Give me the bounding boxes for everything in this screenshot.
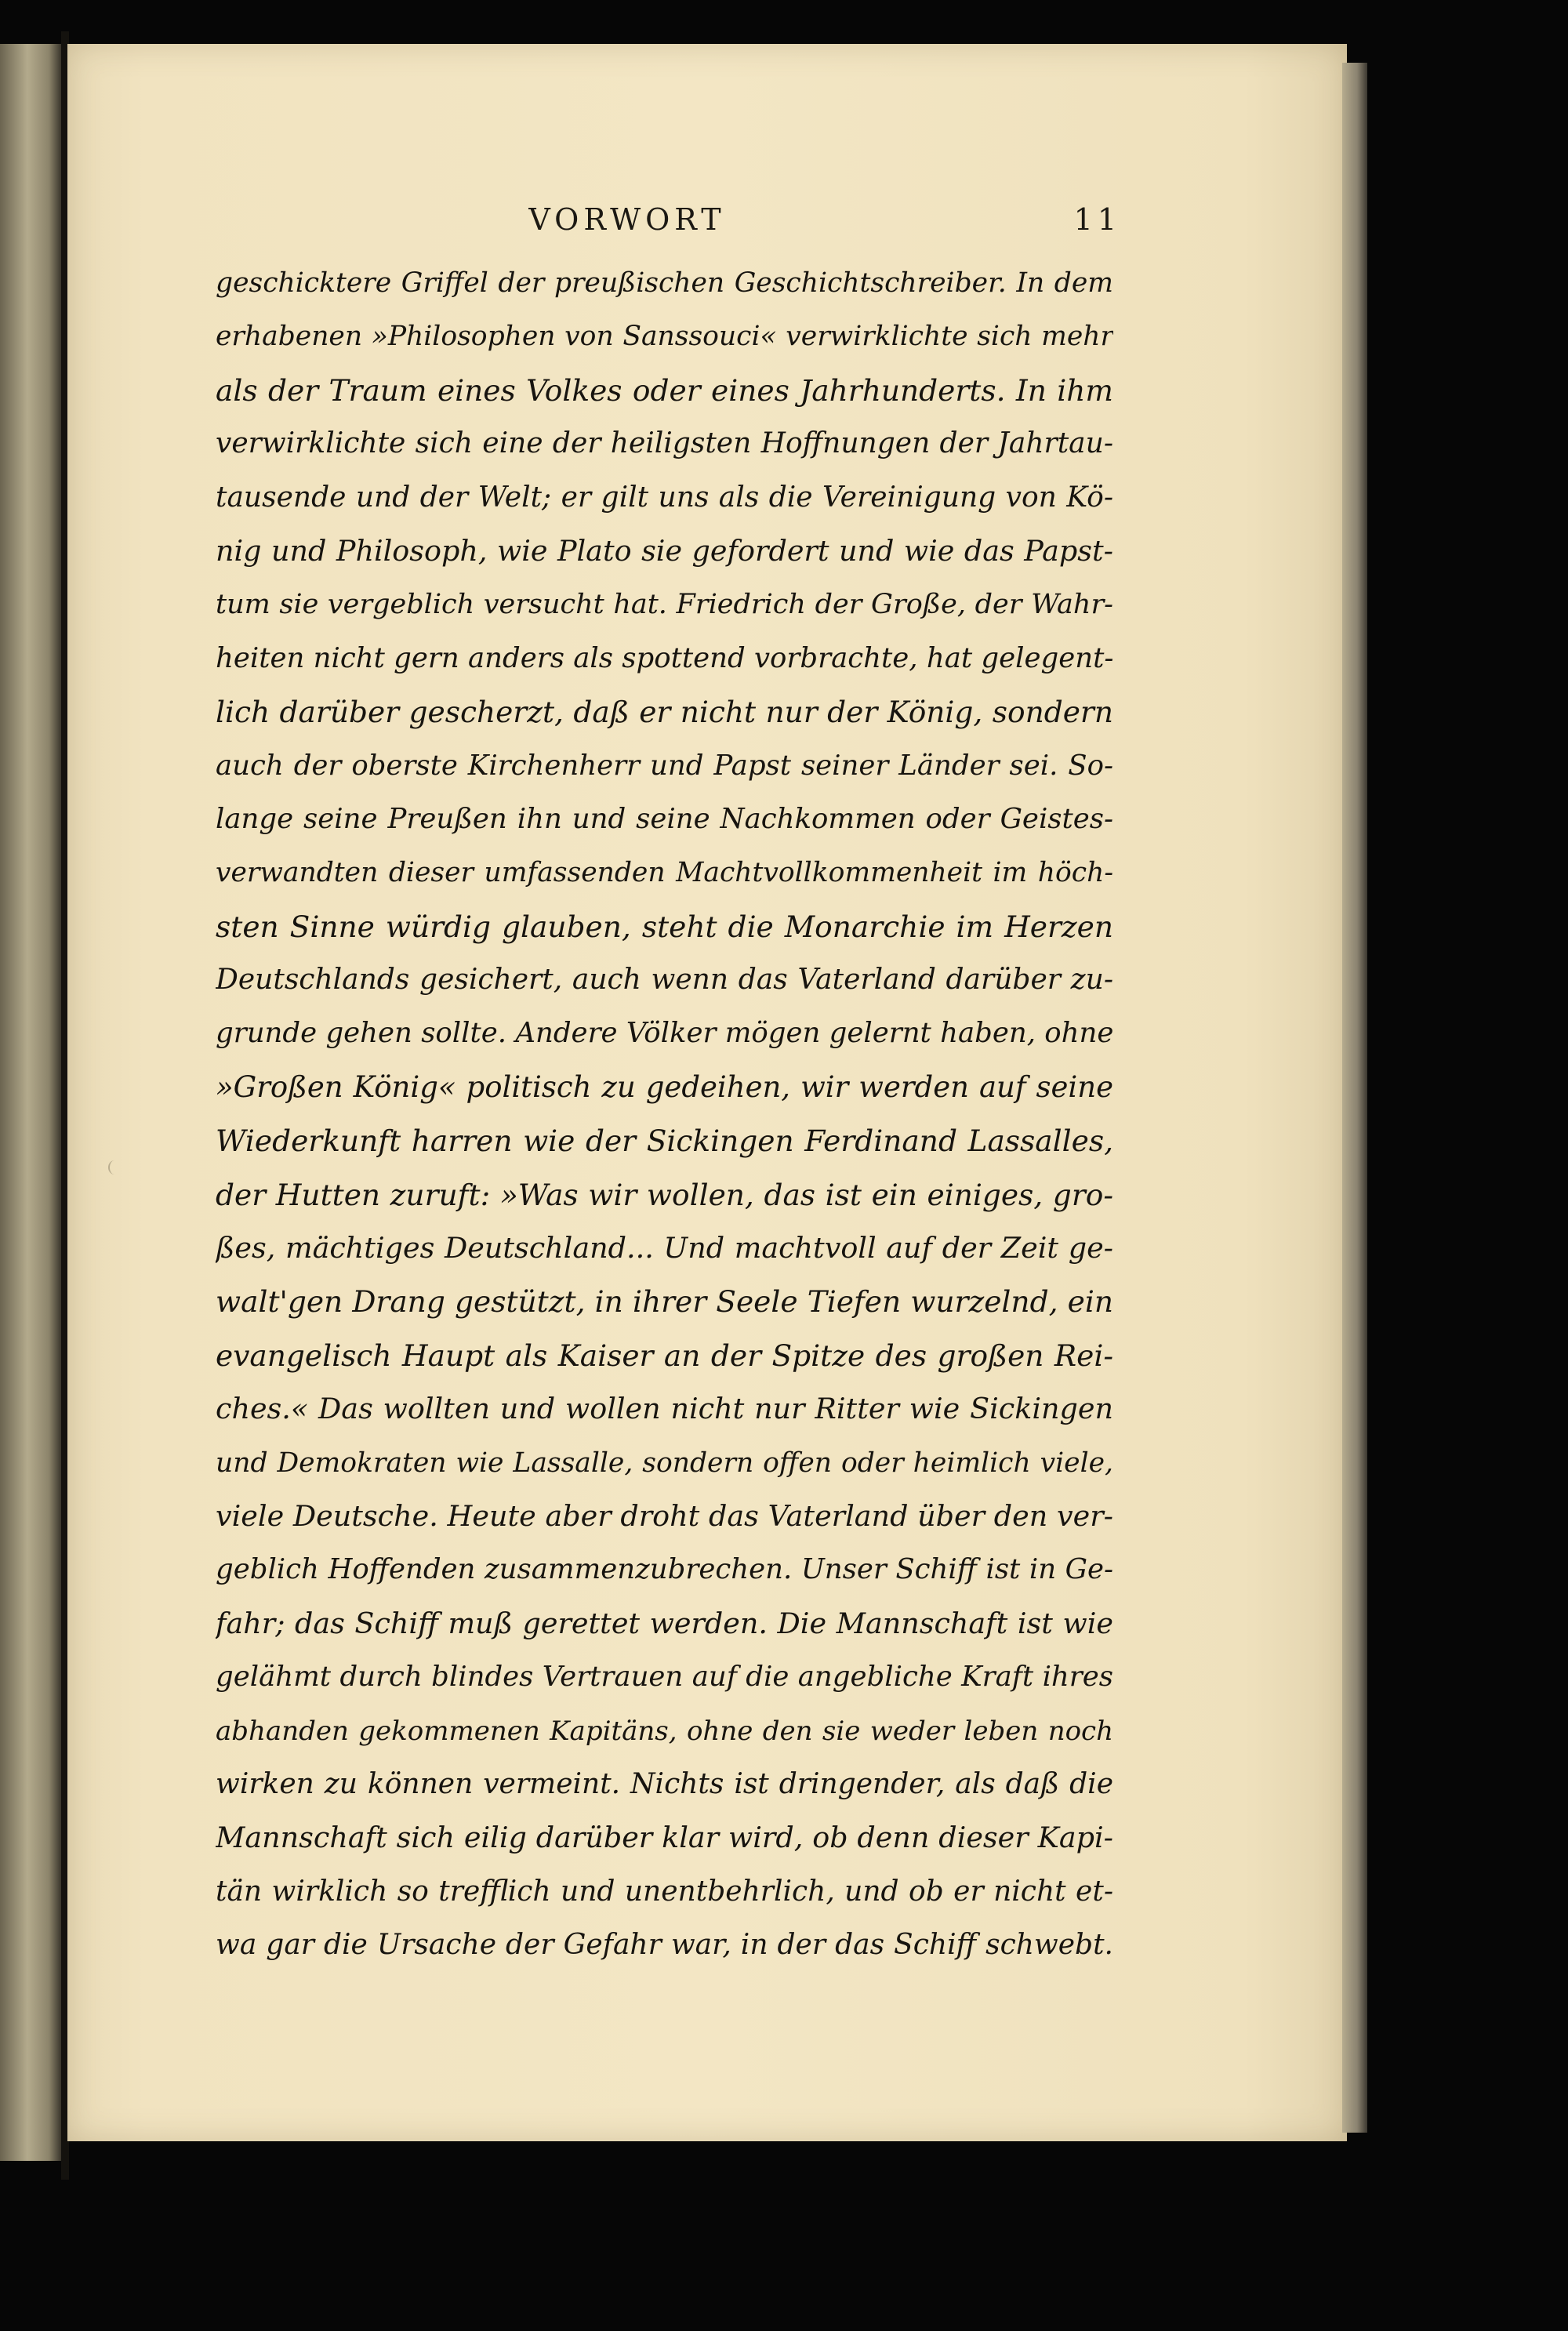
text-line: auch der oberste Kirchenherr und Papst seiner Länder sei. So-: [216, 749, 1113, 782]
text-line: heiten nicht gern anders als spottend vorbrachte, hat gelegent-: [216, 641, 1113, 674]
text-line: geschicktere Griffel der preußischen Geschichtschreiber. In dem: [216, 267, 1113, 299]
text-line: lich darüber gescherzt, daß er nicht nur der König, sondern: [216, 695, 1113, 730]
text-line: »Großen König« politisch zu gedeihen, wir werden auf seine: [216, 1069, 1113, 1104]
text-line: sten Sinne würdig glauben, steht die Monarchie im Herzen: [216, 909, 1113, 944]
body-text: [216, 256, 1113, 1973]
paper-mark: [108, 1160, 121, 1175]
text-line: tausende und der Welt; er gilt uns als die Vereinigung von Kö-: [216, 481, 1113, 514]
facing-page-edge: [0, 44, 61, 2161]
text-line: fahr; das Schiff muß gerettet werden. Die Mannschaft ist wie: [216, 1606, 1113, 1640]
text-line: gelähmt durch blindes Vertrauen auf die angebliche Kraft ihres: [216, 1661, 1113, 1694]
text-line: verwirklichte sich eine der heiligsten Hoffnungen der Jahrtau-: [216, 427, 1113, 460]
text-line: wa gar die Ursache der Gefahr war, in der das Schiff schwebt.: [216, 1929, 1113, 1962]
page-fore-edge: [1342, 63, 1367, 2133]
text-line: abhanden gekommenen Kapitäns, ohne den sie weder leben noch: [216, 1715, 1113, 1747]
text-line: Wiederkunft harren wie der Sickingen Ferdinand Lassalles,: [216, 1124, 1113, 1159]
text-line: walt'gen Drang gestützt, in ihrer Seele Tiefen wurzelnd, ein: [216, 1284, 1113, 1320]
text-line: der Hutten zuruft: »Was wir wollen, das ist ein einiges, gro-: [216, 1177, 1113, 1212]
text-line: wirken zu können vermeint. Nichts ist dringender, als daß die: [216, 1767, 1113, 1800]
text-line: geblich Hoffenden zusammenzubrechen. Unser Schiff ist in Ge-: [216, 1553, 1113, 1586]
text-line: und Demokraten wie Lassalle, sondern offen oder heimlich viele,: [216, 1447, 1113, 1479]
text-line: verwandten dieser umfassenden Machtvollkommenheit im höch-: [216, 857, 1113, 889]
text-line: als der Traum eines Volkes oder eines Jahrhunderts. In ihm: [216, 372, 1113, 408]
running-head-title: VORWORT: [528, 202, 726, 237]
text-line: ches.« Das wollten und wollen nicht nur Ritter wie Sickingen: [216, 1392, 1113, 1426]
page-number: 11: [1073, 202, 1121, 237]
text-line: ßes, mächtiges Deutschland... Und machtvoll auf der Zeit ge-: [216, 1231, 1113, 1265]
text-line: erhabenen »Philosophen von Sanssouci« verwirklichte sich mehr: [216, 321, 1113, 353]
running-head: [133, 202, 1121, 249]
text-line: nig und Philosoph, wie Plato sie gefordert und wie das Papst-: [216, 533, 1113, 568]
text-line: evangelisch Haupt als Kaiser an der Spitze des großen Rei-: [216, 1338, 1113, 1373]
text-line: lange seine Preußen ihn und seine Nachkommen oder Geistes-: [216, 802, 1113, 835]
text-line: viele Deutsche. Heute aber droht das Vaterland über den ver-: [216, 1498, 1113, 1533]
text-line: tum sie vergeblich versucht hat. Friedrich der Große, der Wahr-: [216, 589, 1113, 621]
text-line: tän wirklich so trefflich und unentbehrlich, und ob er nicht et-: [216, 1875, 1113, 1908]
text-line: Deutschlands gesichert, auch wenn das Vaterland darüber zu-: [216, 964, 1113, 997]
text-line: grunde gehen sollte. Andere Völker mögen gelernt haben, ohne: [216, 1017, 1113, 1050]
text-line: Mannschaft sich eilig darüber klar wird, ob denn dieser Kapi-: [216, 1821, 1113, 1855]
